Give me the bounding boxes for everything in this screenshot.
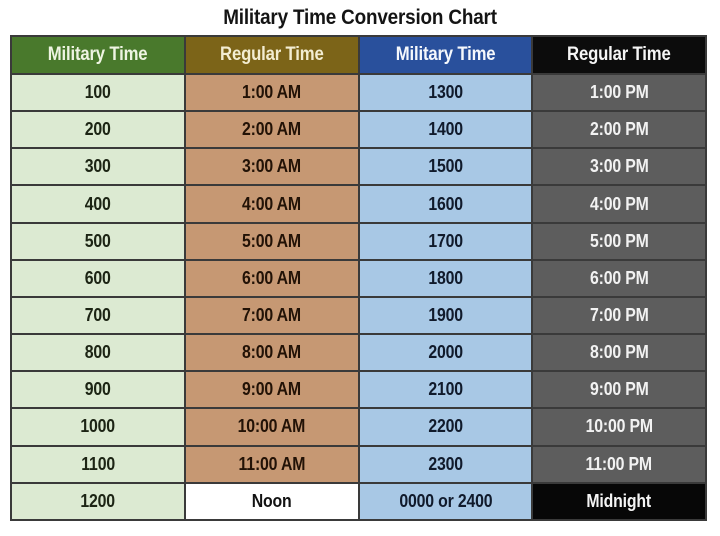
military-time-pm-cell — [359, 483, 533, 520]
table-row — [11, 371, 706, 408]
military-time-am-cell — [11, 260, 185, 297]
regular-time-pm-cell — [532, 446, 706, 483]
regular-time-pm-cell — [532, 483, 706, 520]
military-time-pm-cell — [359, 297, 533, 334]
header-label: Regular Time — [567, 44, 671, 65]
cell-text: 2100 — [428, 379, 463, 400]
chart-title — [0, 6, 720, 30]
regular-time-pm-cell — [532, 334, 706, 371]
cell-text: 7:00 PM — [589, 305, 649, 326]
military-time-pm-cell — [359, 185, 533, 222]
military-time-pm-cell — [359, 334, 533, 371]
header-military-time-am — [11, 36, 185, 74]
regular-time-am-cell — [185, 111, 359, 148]
cell-text: 1100 — [81, 453, 115, 474]
table-row — [11, 483, 706, 520]
table-row — [11, 260, 706, 297]
chart-title-text: Military Time Conversion Chart — [223, 6, 497, 29]
cell-text: 200 — [84, 119, 111, 140]
cell-text: 3:00 PM — [589, 156, 649, 177]
table-row — [11, 334, 706, 371]
cell-text: 1:00 PM — [589, 82, 649, 103]
military-time-am-cell — [11, 297, 185, 334]
cell-text: 6:00 AM — [242, 267, 302, 288]
cell-text: 800 — [84, 342, 111, 363]
cell-text: 8:00 PM — [589, 342, 649, 363]
cell-text: 0000 or 2400 — [398, 490, 492, 511]
regular-time-am-cell — [185, 223, 359, 260]
cell-text: 1000 — [80, 416, 116, 437]
cell-text: 300 — [84, 156, 111, 177]
header-label: Regular Time — [219, 44, 324, 65]
military-time-am-cell — [11, 408, 185, 445]
military-time-pm-cell — [359, 371, 533, 408]
cell-text: 1900 — [428, 305, 463, 326]
cell-text: 9:00 PM — [589, 379, 649, 400]
table-row — [11, 297, 706, 334]
military-time-am-cell — [11, 223, 185, 260]
header-label: Military Time — [48, 44, 148, 65]
cell-text: 3:00 AM — [242, 156, 302, 177]
cell-text: 500 — [84, 230, 111, 251]
military-time-pm-cell — [359, 148, 533, 185]
cell-text: 400 — [84, 193, 111, 214]
cell-text: 10:00 AM — [237, 416, 306, 437]
regular-time-am-cell — [185, 334, 359, 371]
header-regular-time-am — [185, 36, 359, 74]
cell-text: 5:00 AM — [242, 230, 302, 251]
cell-text: 1500 — [428, 156, 463, 177]
cell-text: 1600 — [428, 193, 463, 214]
table-header-row — [11, 36, 706, 74]
cell-text: Midnight — [586, 490, 652, 511]
cell-text: 2:00 AM — [242, 119, 302, 140]
military-time-am-cell — [11, 185, 185, 222]
regular-time-am-cell — [185, 446, 359, 483]
regular-time-pm-cell — [532, 148, 706, 185]
cell-text: 10:00 PM — [585, 416, 653, 437]
cell-text: 8:00 AM — [242, 342, 302, 363]
table-row — [11, 148, 706, 185]
military-time-am-cell — [11, 148, 185, 185]
cell-text: 2:00 PM — [589, 119, 649, 140]
military-time-pm-cell — [359, 446, 533, 483]
table-row — [11, 408, 706, 445]
regular-time-pm-cell — [532, 408, 706, 445]
cell-text: 1:00 AM — [242, 82, 302, 103]
table-row — [11, 185, 706, 222]
cell-text: 700 — [84, 305, 111, 326]
cell-text: 5:00 PM — [589, 230, 649, 251]
cell-text: 1700 — [428, 230, 463, 251]
regular-time-pm-cell — [532, 223, 706, 260]
header-military-time-pm — [359, 36, 533, 74]
military-time-am-cell — [11, 334, 185, 371]
table-row — [11, 446, 706, 483]
cell-text: 2000 — [428, 342, 463, 363]
regular-time-am-cell — [185, 260, 359, 297]
regular-time-am-cell — [185, 371, 359, 408]
military-time-am-cell — [11, 74, 185, 111]
regular-time-pm-cell — [532, 297, 706, 334]
cell-text: 1200 — [80, 490, 116, 511]
military-time-pm-cell — [359, 408, 533, 445]
cell-text: 4:00 PM — [589, 193, 649, 214]
military-time-pm-cell — [359, 223, 533, 260]
cell-text: 900 — [84, 379, 111, 400]
military-time-pm-cell — [359, 260, 533, 297]
regular-time-am-cell — [185, 483, 359, 520]
military-time-pm-cell — [359, 74, 533, 111]
cell-text: 1300 — [428, 82, 463, 103]
regular-time-am-cell — [185, 74, 359, 111]
regular-time-am-cell — [185, 408, 359, 445]
cell-text: Noon — [251, 490, 292, 511]
cell-text: 11:00 AM — [238, 453, 305, 474]
cell-text: 100 — [84, 82, 111, 103]
regular-time-pm-cell — [532, 185, 706, 222]
table-row — [11, 74, 706, 111]
regular-time-pm-cell — [532, 371, 706, 408]
cell-text: 11:00 PM — [585, 453, 653, 474]
header-label: Military Time — [395, 44, 496, 65]
regular-time-pm-cell — [532, 260, 706, 297]
military-time-am-cell — [11, 446, 185, 483]
regular-time-am-cell — [185, 297, 359, 334]
military-time-am-cell — [11, 371, 185, 408]
cell-text: 2200 — [428, 416, 463, 437]
regular-time-pm-cell — [532, 74, 706, 111]
cell-text: 7:00 AM — [242, 305, 302, 326]
cell-text: 2300 — [428, 453, 463, 474]
regular-time-am-cell — [185, 148, 359, 185]
table-body — [11, 74, 706, 520]
military-time-pm-cell — [359, 111, 533, 148]
military-time-am-cell — [11, 111, 185, 148]
header-regular-time-pm — [532, 36, 706, 74]
cell-text: 1800 — [428, 267, 463, 288]
table-row — [11, 223, 706, 260]
cell-text: 1400 — [428, 119, 463, 140]
cell-text: 4:00 AM — [242, 193, 302, 214]
table-row — [11, 111, 706, 148]
regular-time-am-cell — [185, 185, 359, 222]
conversion-table — [10, 35, 707, 521]
cell-text: 600 — [84, 267, 111, 288]
table-head — [11, 36, 706, 74]
cell-text: 6:00 PM — [589, 267, 649, 288]
regular-time-pm-cell — [532, 111, 706, 148]
military-time-am-cell — [11, 483, 185, 520]
cell-text: 9:00 AM — [242, 379, 302, 400]
